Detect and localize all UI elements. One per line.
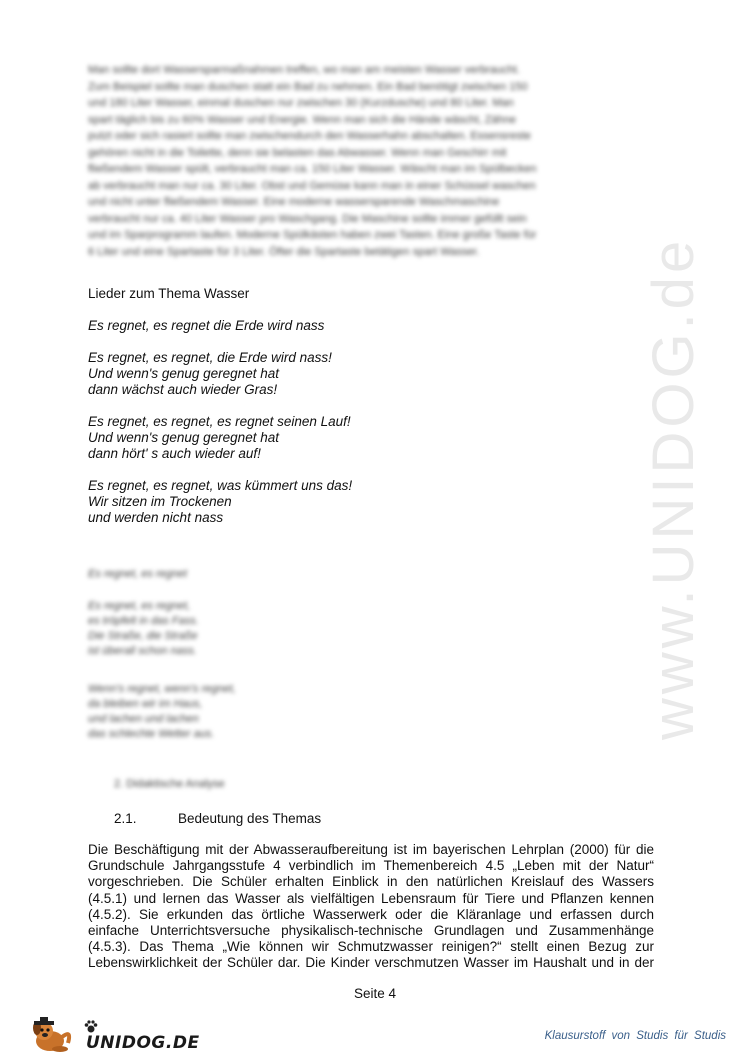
body-line: einfache Unterrichtsversuche physikalisch-technische Grundlagen und Zusammenhänge <box>88 922 654 938</box>
blurred-line: und im Sparprogramm laufen. Moderne Spülkästen haben zwei Tasten. Eine große Taste für <box>88 229 537 241</box>
blurred-song-title: Es regnet, es regnet <box>88 568 188 580</box>
verse-line: da bleiben wir im Haus, <box>88 698 203 710</box>
blurred-line: und 180 Liter Wasser, einmal duschen nur zwischen 30 (Kurzdusche) und 80 Liter. Man <box>88 97 514 109</box>
blurred-line: putzt oder sich rasiert sollte man zwischendurch den Wasserhahn abschalten. Essensreste <box>88 130 531 142</box>
verse-line: dann hört' s auch wieder auf! <box>88 446 261 461</box>
verse-line: das schlechte Wetter aus. <box>88 728 215 740</box>
blurred-paragraph <box>88 62 648 260</box>
subsection-title: Bedeutung des Themas <box>178 811 322 826</box>
song-stanza <box>88 478 352 526</box>
body-line: vorgeschrieben. Die Schüler erhalten Einblick in den natürlichen Kreislauf des Wassers <box>88 874 654 890</box>
verse-line: Und wenn's genug geregnet hat <box>88 430 279 445</box>
blurred-line: fließendem Wasser spült, verbraucht man ca. 150 Liter Wasser. Wäscht man im Spülbecken <box>88 163 537 175</box>
verse-line: Es regnet, es regnet, es regnet seinen Lauf! <box>88 414 351 429</box>
body-line: (4.5.2). Sie erkunden das örtliche Wasserwerk oder die Kläranlage und erfassen durch <box>88 906 654 922</box>
verse-line: es tröpfelt in das Fass. <box>88 615 199 627</box>
verse-line: Es regnet, es regnet, die Erde wird nass! <box>88 350 332 365</box>
section-heading: 2. Didaktische Analyse <box>114 778 225 790</box>
blurred-line: und nicht unter fließendem Wasser. Eine moderne wassersparende Waschmaschine <box>88 196 500 208</box>
verse-line: Und wenn's genug geregnet hat <box>88 366 279 381</box>
blurred-line: Zum Beispiel sollte man duschen statt ein Bad zu nehmen. Ein Bad benötigt zwischen 150 <box>88 80 528 93</box>
subsection-heading <box>114 811 321 826</box>
verse-line: und werden nicht nass <box>88 510 224 525</box>
dog-mascot-icon <box>28 1015 86 1055</box>
blurred-line: Man sollte dort Wassersparmaßnahmen treffen, wo man am meisten Wasser verbraucht. <box>88 64 520 76</box>
verse-line: Es regnet, es regnet, was kümmert uns das! <box>88 478 353 493</box>
body-paragraph <box>88 842 654 972</box>
verse-line: und lachen und lachen <box>88 713 199 725</box>
subsection-number: 2.1. <box>114 811 137 826</box>
blurred-stanza <box>88 682 236 742</box>
body-line: Lebenswirklichkeit der Schüler dar. Die Kinder verschmutzen Wasser im Haushalt und in der <box>88 955 654 971</box>
body-line: (4.5.3). Das Thema „Wie können wir Schmutzwasser reinigen?“ stellt einen Bezug zur <box>88 939 654 955</box>
blurred-line: verbraucht nur ca. 40 Liter Wasser pro Waschgang. Die Maschine sollte immer gefüllt sein <box>88 212 527 225</box>
songs-title: Lieder zum Thema Wasser <box>88 286 250 301</box>
verse-line: Wir sitzen im Trockenen <box>88 494 232 509</box>
verse-line: Die Straße, die Straße <box>88 630 198 642</box>
body-line: Grundschule Jahrgangsstufe 4 verbindlich im Themenbereich 4.5 „Leben mit der Natur“ <box>88 858 654 874</box>
body-line: Die Beschäftigung mit der Abwasseraufbereitung ist im bayerischen Lehrplan (2000) für die <box>88 842 654 857</box>
blurred-line: spart täglich bis zu 60% Wasser und Energie. Wenn man sich die Hände wäscht, Zähne <box>88 113 517 126</box>
song-title: Es regnet, es regnet die Erde wird nass <box>88 318 325 333</box>
blurred-line: gehören nicht in die Toilette, denn sie belasten das Abwasser. Wenn man Geschirr mit <box>88 146 507 159</box>
blurred-line: 6 Liter und eine Spartaste für 3 Liter. Öfter die Spartaste betätigen spart Wasser. <box>88 245 480 258</box>
verse-line: ist überall schon nass. <box>88 645 197 657</box>
unidog-logo[interactable] <box>28 1015 228 1055</box>
logo-text: UNIDOG.DE <box>86 1033 200 1053</box>
verse-line: Es regnet, es regnet, <box>88 600 191 612</box>
footer-slogan: Klausurstoff von Studis für Studis <box>544 1030 726 1042</box>
watermark: www.UNIDOG.de <box>641 236 706 740</box>
page-number: Seite 4 <box>353 986 397 1001</box>
verse-line: dann wächst auch wieder Gras! <box>88 382 278 397</box>
song-stanza <box>88 350 332 398</box>
blurred-stanza <box>88 599 199 659</box>
blurred-line: ab verbraucht man nur ca. 30 Liter. Obst und Gemüse kann man in einer Schüssel waschen <box>88 179 536 192</box>
body-line: (4.5.1) und lernen das Wasser als vielfältigen Lebensraum für Tiere und Pflanzen kennen <box>88 890 654 906</box>
verse-line: Wenn's regnet, wenn's regnet, <box>88 683 236 695</box>
song-stanza <box>88 414 351 462</box>
